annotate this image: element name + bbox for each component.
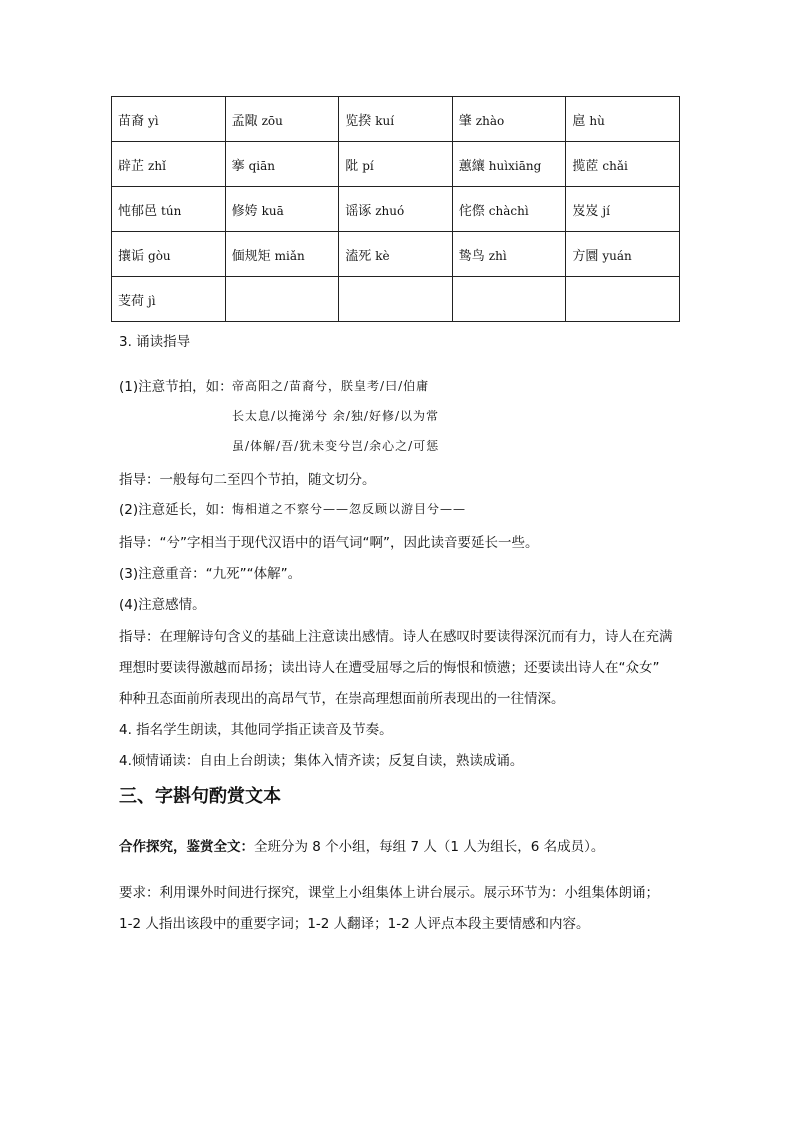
table-cell [339, 187, 453, 232]
table-row [112, 142, 680, 187]
cell-word: 揽茝 [572, 158, 599, 174]
guide-stress: (3)注意重音：“九死”“体解”。 [119, 566, 302, 582]
cell-word: 偭规矩 [231, 248, 271, 264]
cell-pinyin: jí [602, 203, 610, 218]
table-cell [452, 187, 566, 232]
table-cell [112, 187, 226, 232]
table-cell [566, 232, 680, 277]
cell-word: 辟芷 [118, 158, 145, 174]
pronunciation-table [111, 96, 680, 322]
cell-word: 阰 [345, 158, 359, 174]
poem-line-4: 悔相道之不察兮——忽反顾以游目兮—— [232, 502, 467, 516]
table-cell [452, 277, 566, 322]
guide-rhythm: (1)注意节拍，如： [119, 379, 233, 395]
cell-pinyin: hù [589, 113, 605, 128]
guide-emotion-note-3: 种种丑态面前所表现出的高昂气节，在崇高理想面前所表现出的一往情深。 [119, 691, 565, 707]
table-cell [112, 232, 226, 277]
cooperation-label: 合作探究，鉴赏全文： [119, 839, 254, 855]
table-cell [225, 232, 339, 277]
cell-pinyin: zhuó [375, 203, 405, 218]
table-cell [452, 97, 566, 142]
table-cell [452, 142, 566, 187]
table-cell [225, 187, 339, 232]
cell-word: 岌岌 [572, 203, 599, 219]
cell-pinyin: kuā [261, 203, 284, 218]
table-cell [112, 277, 226, 322]
table-row [112, 277, 680, 322]
requirement-line-2: 1-2 人指出该段中的重要字词；1-2 人翻译；1-2 人评点本段主要情感和内容。 [119, 916, 590, 932]
cell-word: 修姱 [231, 203, 258, 219]
cooperation-text: 全班分为 8 个小组，每组 7 人（1 人为组长，6 名成员）。 [254, 839, 605, 855]
cell-word: 谣诼 [345, 203, 372, 219]
cell-pinyin: zhǐ [148, 158, 166, 173]
cell-word: 溘死 [345, 248, 372, 264]
cell-pinyin: pí [362, 158, 374, 173]
requirement-line-1: 要求：利用课外时间进行探究，课堂上小组集体上讲台展示。展示环节为：小组集体朗诵； [119, 885, 659, 901]
table-cell [112, 97, 226, 142]
guide-prolong-note: 指导：“兮”字相当于现代汉语中的语气词“啊”，因此读音要延长一些。 [119, 535, 539, 551]
cooperation-paragraph [119, 835, 604, 855]
table-cell [339, 277, 453, 322]
guide-prolong: (2)注意延长，如： [119, 502, 233, 518]
cell-word: 鸷鸟 [458, 248, 485, 264]
cell-word: 肇 [458, 113, 472, 129]
table-cell [566, 277, 680, 322]
table-cell [339, 232, 453, 277]
cell-pinyin: zhào [475, 113, 505, 128]
table-cell [566, 97, 680, 142]
table-cell [225, 277, 339, 322]
cell-pinyin: zhì [488, 248, 507, 263]
table-row [112, 232, 680, 277]
guide-emotion-note-2: 理想时要读得激越而昂扬；读出诗人在遭受屈辱之后的悔恨和愤懑；还要读出诗人在“众女” [119, 660, 660, 676]
cell-pinyin: gòu [148, 248, 171, 263]
cell-pinyin: kuí [375, 113, 395, 128]
cell-word: 芰荷 [118, 293, 145, 309]
guide-rhythm-note: 指导：一般每句二至四个节拍，随文切分。 [119, 472, 376, 488]
cell-word: 览揆 [345, 113, 372, 129]
table-cell [225, 97, 339, 142]
table-row [112, 187, 680, 232]
poem-line-1: 帝高阳之/苗裔兮，朕皇考/曰/伯庸 [232, 379, 430, 393]
cell-pinyin: miǎn [274, 248, 305, 263]
table-cell [566, 187, 680, 232]
table-cell [225, 142, 339, 187]
cell-word: 孟陬 [231, 113, 258, 129]
poem-line-3: 虽/体解/吾/犹未变兮岂/余心之/可惩 [232, 439, 440, 453]
cell-word: 忳郁邑 [118, 203, 158, 219]
table-cell [112, 142, 226, 187]
cell-pinyin: huìxiāng [488, 158, 542, 173]
cell-pinyin: tún [161, 203, 182, 218]
table-row [112, 97, 680, 142]
cell-pinyin: kè [375, 248, 390, 263]
cell-word: 方圜 [572, 248, 599, 264]
cell-word: 苗裔 [118, 113, 145, 129]
cell-word: 侘傺 [458, 203, 485, 219]
section-heading: 三、字斟句酌赏文本 [119, 786, 281, 807]
cell-pinyin: chǎi [602, 158, 628, 173]
cell-word: 扈 [572, 113, 586, 129]
cell-pinyin: jì [148, 293, 156, 308]
table-cell [339, 142, 453, 187]
guide-emotion-note-1: 指导：在理解诗句含义的基础上注意读出感情。诗人在感叹时要读得深沉而有力，诗人在充满 [119, 629, 673, 645]
cell-pinyin: chàchì [488, 203, 529, 218]
cell-pinyin: yuán [602, 248, 632, 263]
cell-word: 蕙纕 [458, 158, 485, 174]
item-4-reading: 4. 指名学生朗读，其他同学指正读音及节奏。 [119, 722, 393, 738]
cell-pinyin: zōu [261, 113, 283, 128]
table-cell [339, 97, 453, 142]
poem-line-2: 长太息/以掩涕兮 余/独/好修/以为常 [232, 409, 439, 423]
guide-emotion: (4)注意感情。 [119, 597, 206, 613]
cell-word: 搴 [231, 158, 245, 174]
cell-pinyin: yì [148, 113, 159, 128]
item-4-recitation: 4.倾情诵读：自由上台朗读；集体入情齐读；反复自读，熟读成诵。 [119, 753, 524, 769]
table-cell [452, 232, 566, 277]
cell-word: 攘诟 [118, 248, 145, 264]
table-cell [566, 142, 680, 187]
cell-pinyin: qiān [248, 158, 276, 173]
section-3-title: 3. 诵读指导 [119, 334, 191, 350]
